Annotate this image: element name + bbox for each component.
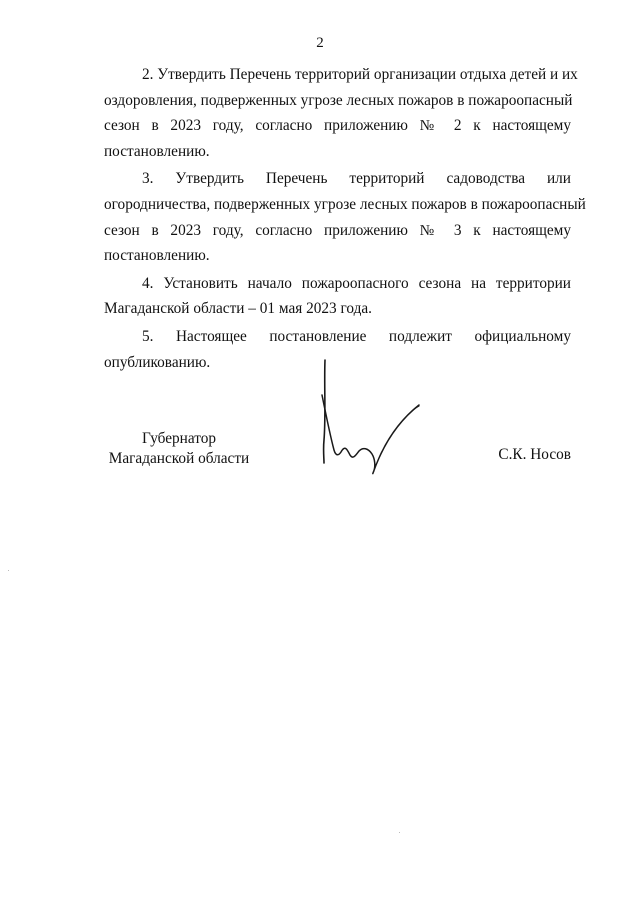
paragraph-line: 5. Настоящее постановление подлежит официальному — [142, 327, 571, 345]
paragraph-line: сезон в 2023 году, согласно приложению № 3 к настоящему — [104, 221, 571, 239]
paragraph-line: огородничества, подверженных угрозе лесных пожаров в пожароопасный — [104, 195, 586, 213]
paragraph-4 — [104, 271, 571, 322]
signatory-position-line: Губернатор — [141, 430, 217, 447]
paragraph-line: 3. Утвердить Перечень территорий садоводства или — [142, 170, 571, 188]
paragraph-line: постановлению. — [104, 142, 210, 160]
signatory-position-line: Магаданской области — [108, 450, 250, 467]
scan-speck — [399, 832, 400, 833]
signatory-position — [104, 429, 254, 469]
paragraph-line: сезон в 2023 году, согласно приложению № 2 к настоящему — [104, 117, 571, 135]
handwritten-signature — [312, 355, 432, 480]
scan-speck — [8, 570, 9, 571]
paragraph-2 — [104, 62, 578, 164]
paragraph-line: 4. Установить начало пожароопасного сезона на территории — [142, 274, 571, 292]
signatory-name: С.К. Носов — [498, 446, 571, 463]
page-number: 2 — [316, 35, 324, 51]
paragraph-line: 2. Утвердить Перечень территорий организации отдыха детей и их — [142, 66, 578, 83]
paragraph-line: оздоровления, подверженных угрозе лесных пожаров в пожароопасный — [104, 91, 573, 109]
document-body — [104, 62, 586, 375]
paragraph-line: опубликованию. — [104, 353, 211, 371]
paragraph-line: постановлению. — [104, 247, 210, 265]
paragraph-3 — [104, 166, 586, 268]
paragraph-line: Магаданской области – 01 мая 2023 года. — [104, 300, 373, 318]
